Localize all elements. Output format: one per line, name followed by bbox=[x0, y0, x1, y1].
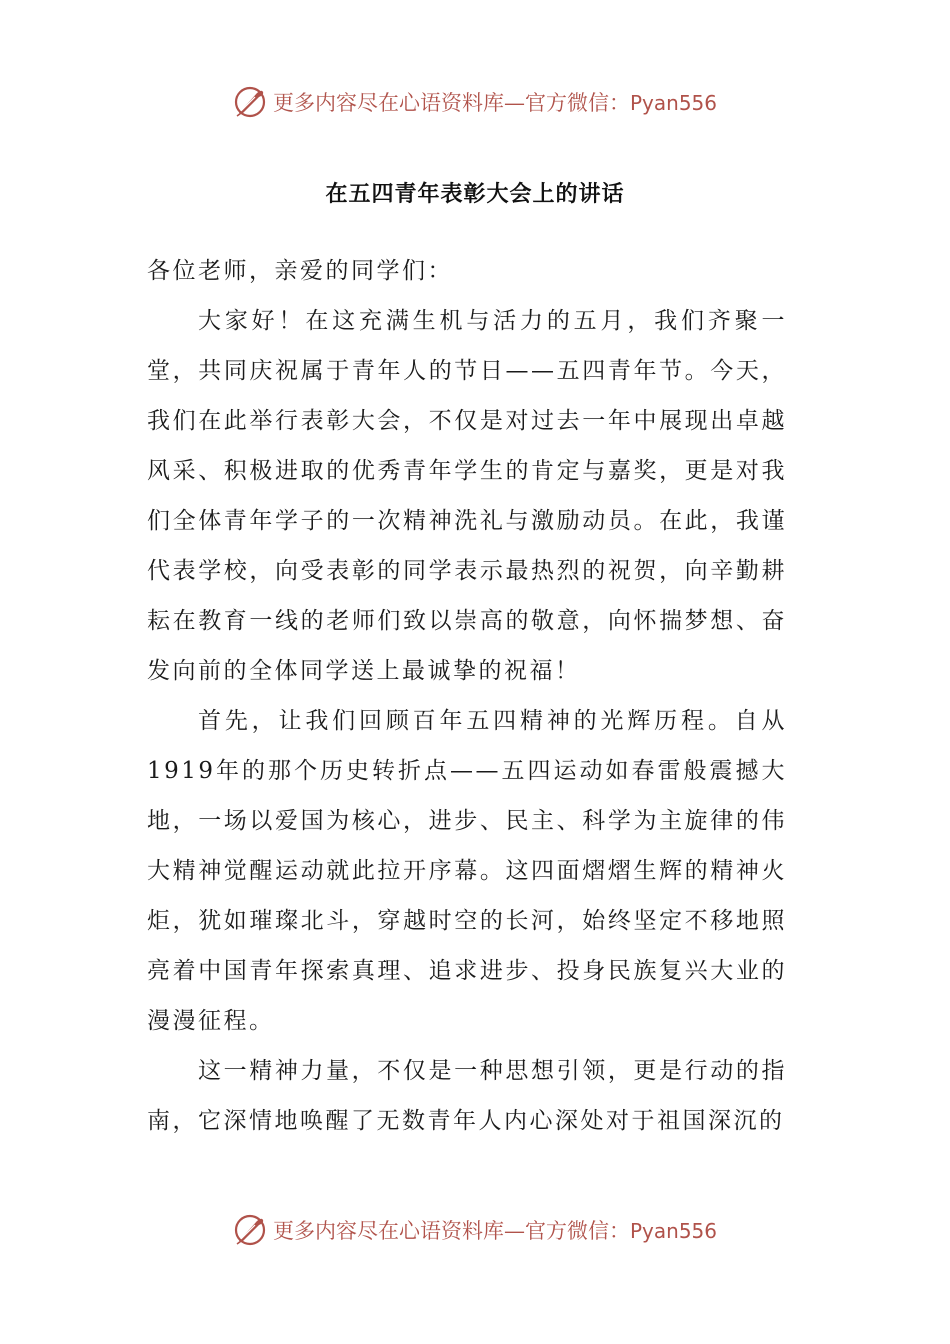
document-body bbox=[147, 246, 787, 1146]
quill-logo-icon bbox=[233, 85, 267, 119]
paragraph: 大家好！在这充满生机与活力的五月，我们齐聚一堂，共同庆祝属于青年人的节日——五四青年节。今天，我们在此举行表彰大会，不仅是对过去一年中展现出卓越风采、积极进取的优秀青年学生的肯定与嘉奖，更是对我们全体青年学子的一次精神洗礼与激励动员。在此，我谨代表学校，向受表彰的同学表示最热烈的祝贺，向辛勤耕耘在教育一线的老师们致以崇高的敬意，向怀揣梦想、奋发向前的全体同学送上最诚挚的祝福！ bbox=[147, 308, 787, 684]
header-banner-label: 更多内容尽在心语资料库—官方微信： bbox=[272, 91, 630, 115]
document-title: 在五四青年表彰大会上的讲话 bbox=[325, 182, 625, 207]
footer-banner-text bbox=[273, 1215, 717, 1245]
paragraph: 首先，让我们回顾百年五四精神的光辉历程。自从1919年的那个历史转折点——五四运动如春雷般震撼大地，一场以爱国为核心，进步、民主、科学为主旋律的伟大精神觉醒运动就此拉开序幕。这四面熠熠生辉的精神火炬，犹如璀璨北斗，穿越时空的长河，始终坚定不移地照亮着中国青年探索真理、追求进步、投身民族复兴大业的漫漫征程。 bbox=[147, 708, 787, 1034]
header-banner bbox=[0, 82, 950, 122]
header-banner-text bbox=[273, 87, 717, 117]
quill-logo-icon bbox=[233, 1213, 267, 1247]
salutation: 各位老师，亲爱的同学们： bbox=[147, 258, 453, 284]
header-wechat-id: Pyan556 bbox=[629, 91, 717, 115]
footer-wechat-id: Pyan556 bbox=[629, 1219, 717, 1243]
footer-banner bbox=[0, 1210, 950, 1250]
paragraph: 这一精神力量，不仅是一种思想引领，更是行动的指南，它深情地唤醒了无数青年人内心深处对于祖国深沉的 bbox=[147, 1058, 787, 1134]
footer-banner-label: 更多内容尽在心语资料库—官方微信： bbox=[272, 1219, 630, 1243]
